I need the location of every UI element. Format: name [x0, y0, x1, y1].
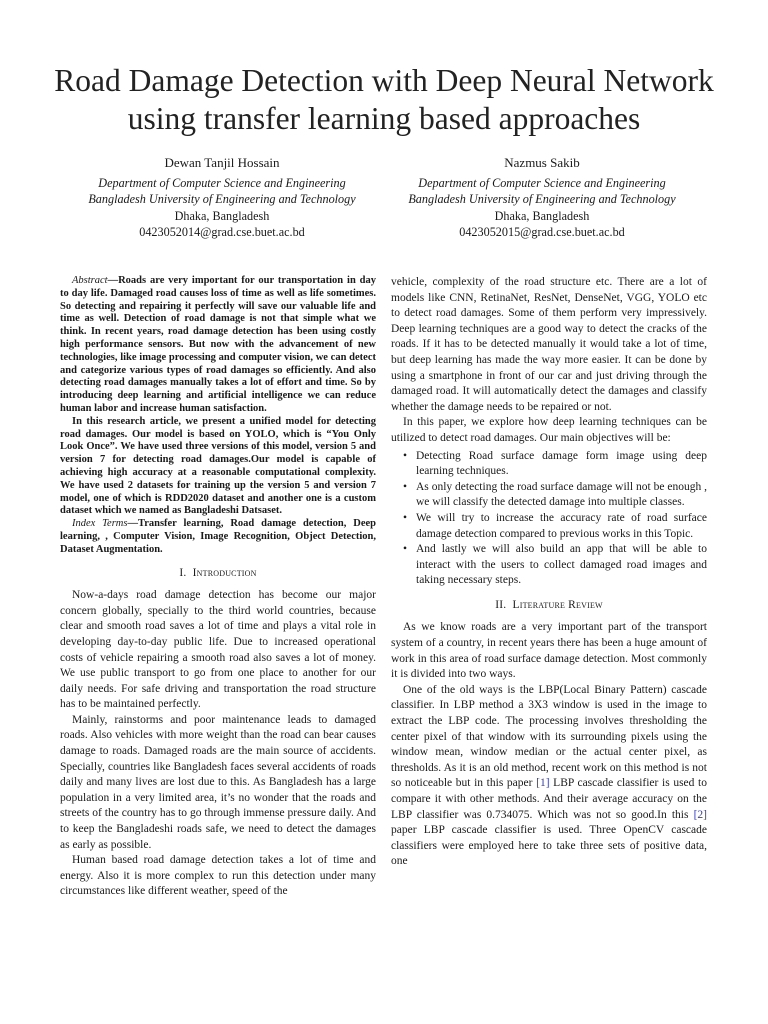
author-name: Dewan Tanjil Hossain	[164, 155, 280, 170]
right-column	[391, 275, 707, 870]
author-university: Bangladesh University of Engineering and Technology	[408, 192, 676, 206]
author-university: Bangladesh University of Engineering and Technology	[88, 192, 356, 206]
index-terms: Index Terms—Transfer learning, Road damage detection, Deep learning, , Computer Vision, Image Recognition, Object Detection, Dataset Augmentation.	[60, 518, 376, 555]
author-email: 0423052015@grad.cse.buet.ac.bd	[459, 225, 625, 239]
abstract-paragraph-2: In this research article, we present a unified model for detecting road damages. Our model is based on YOLO, which is “You Only Look Once”. We have used three versions of this model, version 5 and version 7 for detecting road damages.Our model is capable of achieving high accuracy at a reasonable computational complexity. We have used 2 datasets for training up the version 5 and version 7 model, one of which is RDD2020 dataset and another one is a custom dataset which we named as Bangladeshi Datsaset.	[60, 415, 376, 517]
left-column	[60, 275, 376, 900]
author-block-2	[372, 155, 712, 241]
author-email: 0423052014@grad.cse.buet.ac.bd	[139, 225, 305, 239]
list-item: • We will try to increase the accuracy rate of road surface damage detection compared to previous works in this Topic.	[416, 511, 707, 542]
literature-paragraph-1: As we know roads are a very important part of the transport system of a country, in recent years there has been a huge amount of work in this area of road surface damage detection. Most commonly it is divided into two ways.	[391, 621, 707, 681]
literature-paragraph-2: One of the old ways is the LBP(Local Binary Pattern) cascade classifier. In LBP method a 3X3 window is used in the image to extract the LBP code. The processing involves thresholding the center pixel of that window with its surrounding pixels using the window mean, window median or the actual center pixel, as thresholds. As it is an old method, recent work on this method is not so noticeable but in this paper [1] LBP cascade classifier is used to compare it with other methods. And their average accuracy on the LBP classifier was 0.734075. Which was not so good.In this [2] paper LBP cascade classifier is used. Three OpenCV cascade classifiers were employed here to take three sets of positive data, one	[391, 683, 707, 868]
list-item: • As only detecting the road surface damage will not be enough , we will classify the detected damage into multiple classes.	[416, 480, 707, 511]
list-item: • Detecting Road surface damage form image using deep learning techniques.	[416, 449, 707, 480]
objectives-intro: In this paper, we explore how deep learning techniques can be utilized to detect road damages. Our main objectives will be:	[391, 416, 707, 444]
abstract-paragraph-1: Abstract—Roads are very important for our transportation in day to day life. Damaged road causes loss of time as well as life sometimes. So detecting and repairing it perfectly will save our valuable life and time as well. Detection of road damage is not that simple what we think. In recent years, road damage detection has been using costly high performance sensors. But now with the advancement of new technologies, like image processing and computer vision, we can detect and categorize various types of road damages so efficiently. And also detecting road damages manually takes a lot of effort and time. So by introducing deep learning and artificial intelligence we can reduce human labor and increase human satisfaction.	[60, 275, 376, 414]
intro-paragraph-1: Now-a-days road damage detection has become our major concern globally, specially to the third world countries, because clear and smooth road saves a lot of time and plays a vital role in developing day-to-day public life. Due to increased operational costs of vehicle repairing a smooth road also saves a lot of money. We use public transport to go from one place to another for our daily needs. For safe driving and transportation the road structure has to be maintained perfectly.	[60, 589, 376, 711]
author-name: Nazmus Sakib	[504, 155, 580, 170]
citation-link[interactable]: [1]	[536, 777, 550, 790]
author-department: Department of Computer Science and Engineering	[98, 175, 346, 190]
index-terms-label: Index Terms	[72, 518, 128, 530]
title-line-1: Road Damage Detection with Deep Neural Network	[54, 63, 714, 98]
citation-link[interactable]: [2]	[693, 808, 707, 821]
intro-paragraph-2: Mainly, rainstorms and poor maintenance leads to damaged roads. Also vehicles with more weight than the road can bear causes damage to roads. Damaged roads are the main source of accidents. Specially, countries like Bangladesh faces several accidents of roads daily and many lives are lost due to this. As Bangladesh has a large population in a very limited area, it’s no wonder that the roads and streets of the country has to go through immense pressure daily. And to keep the Bangladeshi roads safe, we need to detect the damages as early as possible.	[60, 713, 376, 851]
abstract-label: Abstract	[72, 275, 108, 286]
author-city: Dhaka, Bangladesh	[174, 208, 270, 223]
author-city: Dhaka, Bangladesh	[494, 208, 590, 223]
section-heading-introduction: I. Introduction	[179, 566, 257, 579]
intro-paragraph-3: Human based road damage detection takes a lot of time and energy. Also it is more complex to run this detection under many circumstances like different weather, speed of the	[60, 854, 376, 898]
paper-title	[30, 62, 738, 138]
intro-paragraph-continued: vehicle, complexity of the road structure etc. There are a lot of models like CNN, RetinaNet, ResNet, DenseNet, VGG, YOLO etc to detect road damages. Some of them perform very impressively. Deep learning techniques are a good way to detect the cracks of the roads. If it has to be detected manually it would take a lot of time, but deep learning has made the way more easier. It can be done by using a smartphone in front of our car and just driving through the damaged road. It will automatically detect the damages and classify whether the damage needs to be repaired or not.	[391, 276, 707, 413]
list-item: • And lastly we will also build an app that will be able to interact with the users to collect damaged road images and taking necessary steps.	[416, 542, 707, 589]
abstract	[60, 275, 376, 557]
title-line-2: using transfer learning based approaches	[127, 101, 641, 136]
objectives-list	[391, 449, 707, 589]
section-heading-literature-review: II. Literature Review	[495, 598, 603, 611]
author-department: Department of Computer Science and Engineering	[418, 175, 666, 190]
author-block-1	[52, 155, 392, 241]
